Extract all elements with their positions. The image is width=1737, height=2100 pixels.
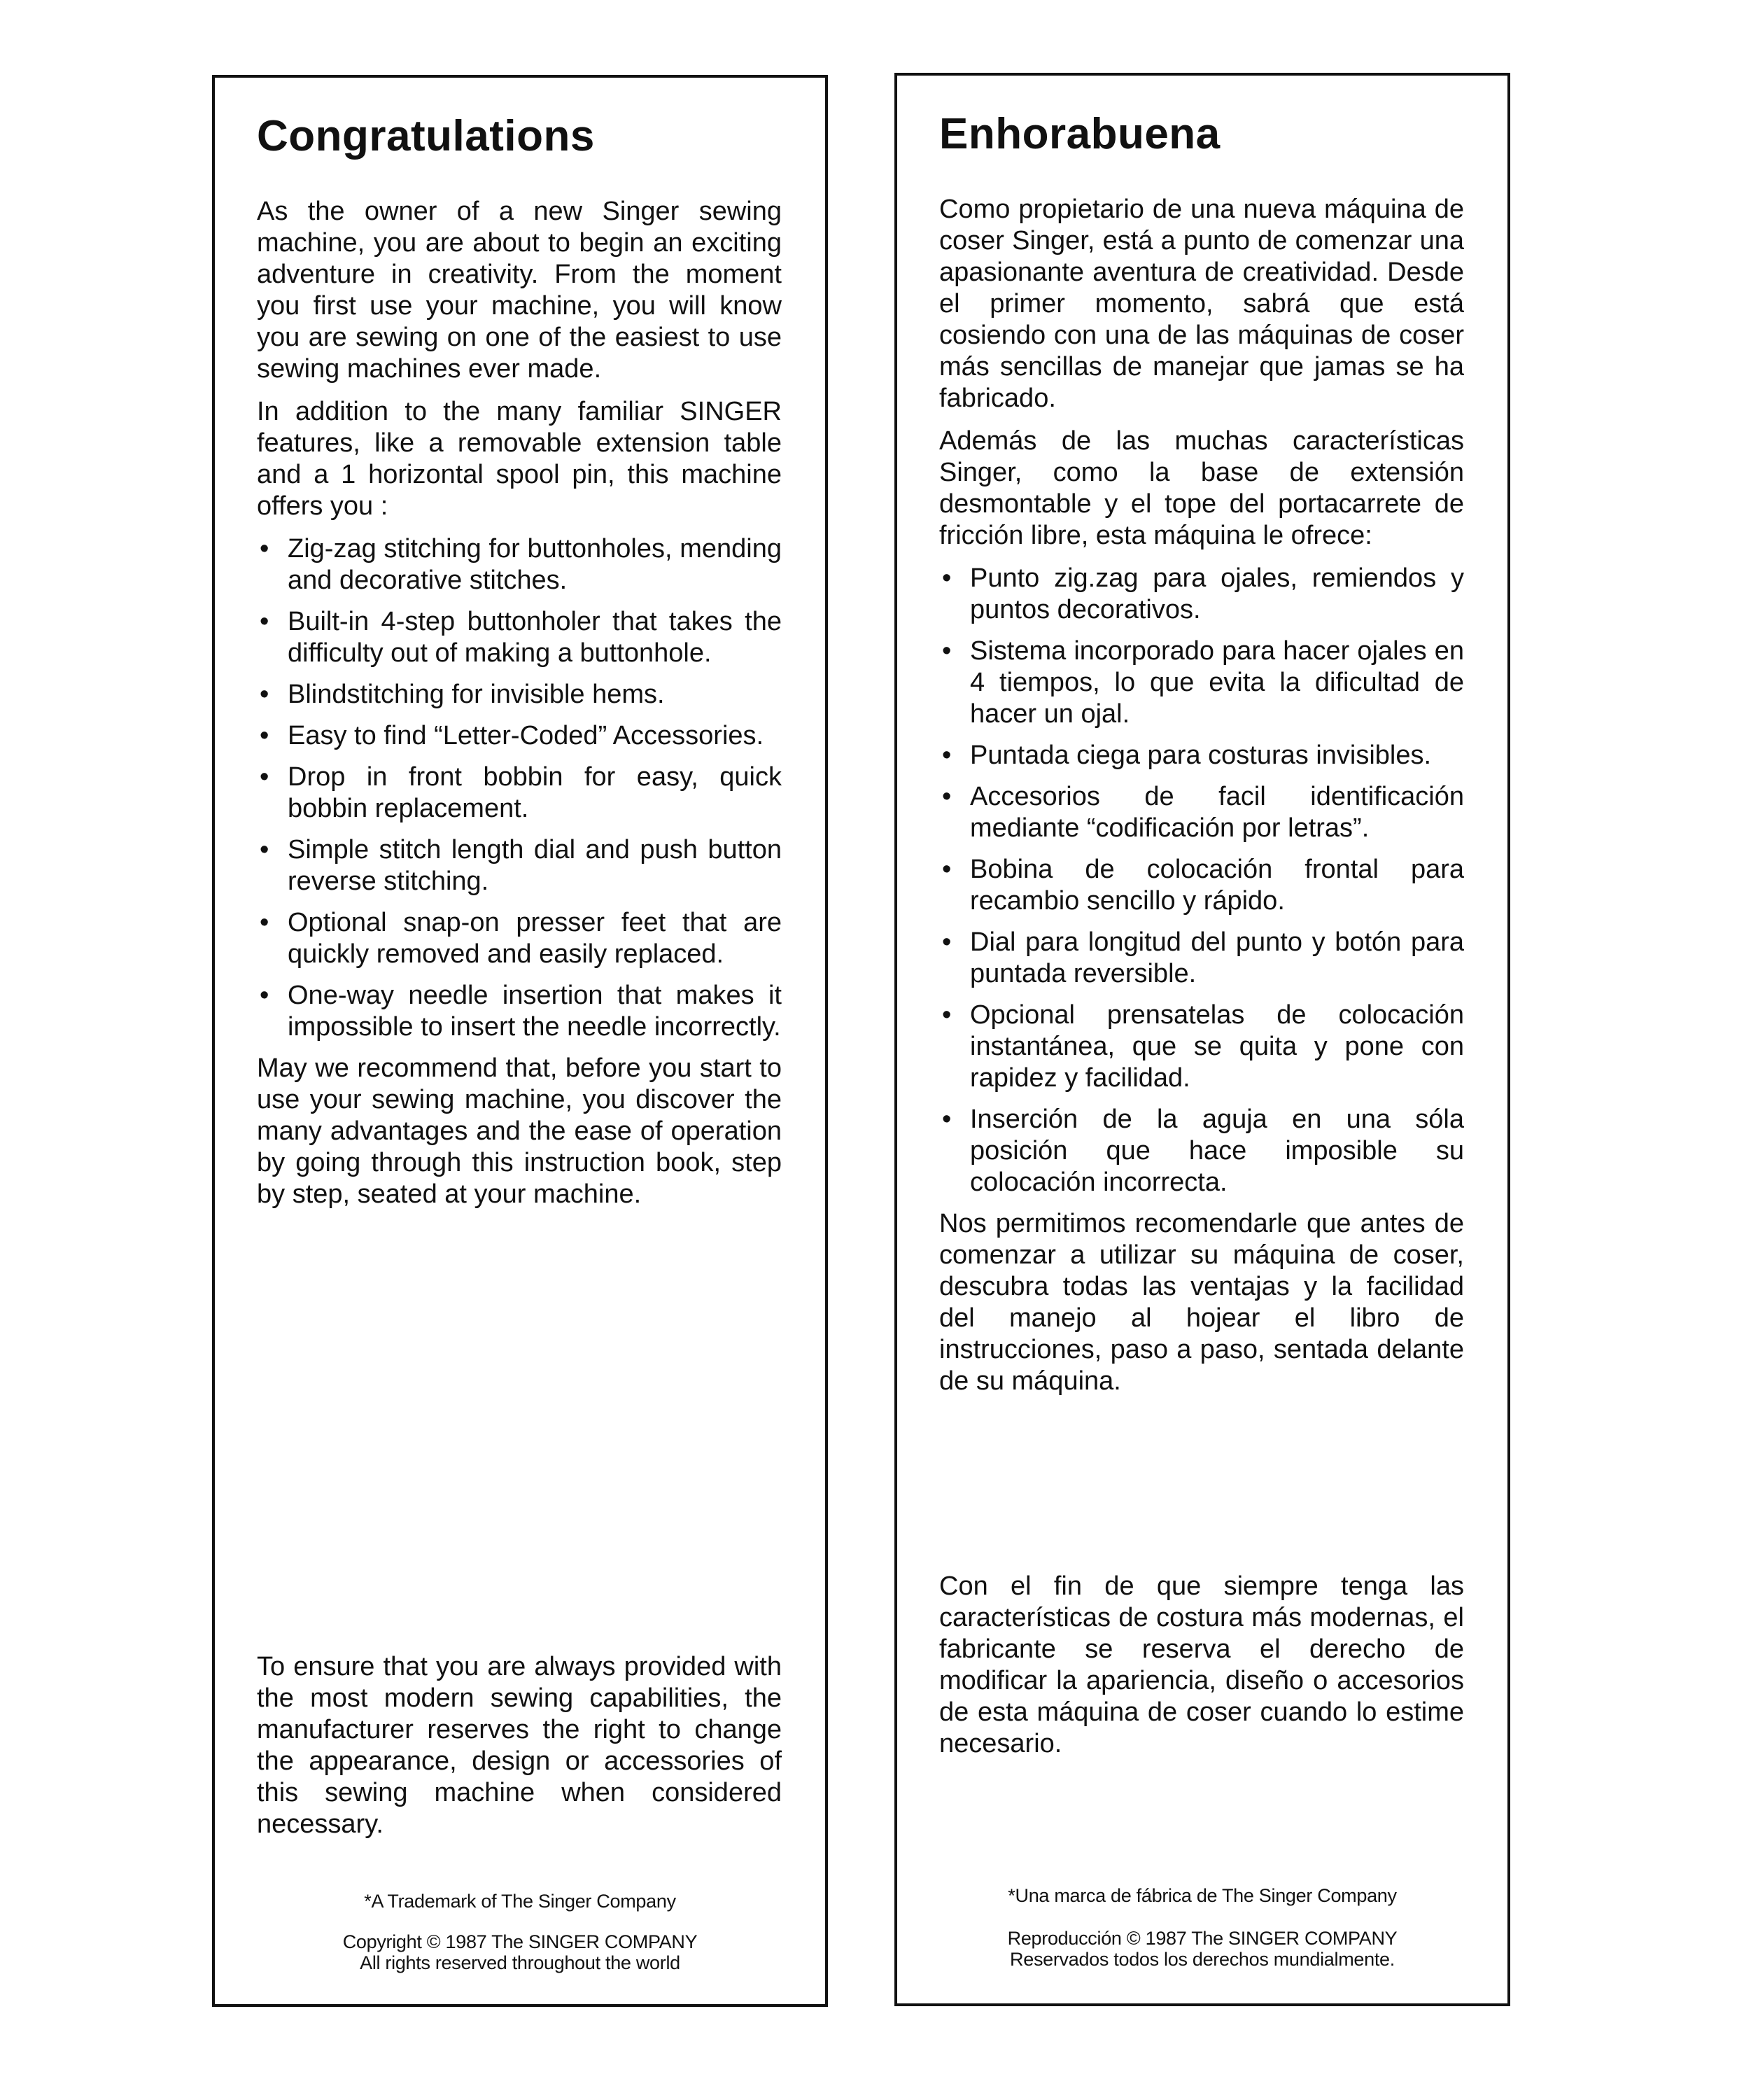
spanish-features-intro: Además de las muchas características Singer, como la base de extensión desmontable y el tope del portacarrete de fricción libre, esta máquina le ofrece: xyxy=(939,426,1464,550)
feature-text: Built-in 4-step buttonholer that takes the difficulty out of making a buttonhole. xyxy=(288,607,782,668)
spanish-panel xyxy=(894,73,1510,2006)
bullet-icon: • xyxy=(260,835,269,864)
english-content xyxy=(257,111,782,1222)
copyright-line-2: All rights reserved throughout the world xyxy=(360,1952,680,1973)
copyright-line-2: Reservados todos los derechos mundialmente. xyxy=(1010,1949,1395,1970)
feature-text: Zig-zag stitching for buttonholes, mending and decorative stitches. xyxy=(288,534,782,595)
bullet-icon: • xyxy=(942,741,952,770)
feature-text: Simple stitch length dial and push button reverse stitching. xyxy=(288,835,782,896)
list-item xyxy=(257,720,782,752)
bullet-icon: • xyxy=(942,855,952,884)
list-item xyxy=(939,636,1464,730)
feature-text: Puntada ciega para costuras invisibles. xyxy=(970,741,1432,770)
spanish-title: Enhorabuena xyxy=(939,110,1221,158)
english-title: Congratulations xyxy=(257,112,595,160)
feature-text: Bobina de colocación frontal para recambio sencillo y rápido. xyxy=(970,855,1464,916)
english-features-intro: In addition to the many familiar SINGER features, like a removable extension table and a 1 horizontal spool pin, this machine offers you : xyxy=(257,397,782,521)
bullet-icon: • xyxy=(942,782,952,811)
feature-text: Sistema incorporado para hacer ojales en 4 tiempos, lo que evita la dificultad de hacer un ojal. xyxy=(970,636,1464,729)
english-trademark: *A Trademark of The Singer Company xyxy=(364,1891,676,1912)
list-item xyxy=(939,1104,1464,1198)
bullet-icon: • xyxy=(260,534,269,564)
bullet-icon: • xyxy=(260,721,269,750)
list-item xyxy=(257,762,782,825)
list-item xyxy=(939,927,1464,990)
bullet-icon: • xyxy=(260,607,269,636)
feature-text: Easy to find “Letter-Coded” Accessories. xyxy=(288,721,764,750)
spanish-feature-list xyxy=(939,563,1464,1198)
feature-text: Inserción de la aguja en una sóla posición que hace imposible su colocación incorrecta. xyxy=(970,1105,1464,1197)
feature-text: Blindstitching for invisible hems. xyxy=(288,680,665,709)
english-panel xyxy=(212,75,828,2007)
spanish-trademark: *Una marca de fábrica de The Singer Company xyxy=(1008,1885,1397,1906)
list-item xyxy=(257,533,782,596)
bullet-icon: • xyxy=(260,762,269,792)
feature-text: Accesorios de facil identificación mediante “codificación por letras”. xyxy=(970,782,1464,843)
english-feature-list xyxy=(257,533,782,1043)
feature-text: Opcional prensatelas de colocación instantánea, que se quita y pone con rapidez y facilidad. xyxy=(970,1000,1464,1093)
feature-text: Optional snap-on presser feet that are quickly removed and easily replaced. xyxy=(288,908,782,969)
feature-text: Punto zig.zag para ojales, remiendos y puntos decorativos. xyxy=(970,564,1464,624)
bullet-icon: • xyxy=(942,564,952,593)
list-item xyxy=(257,907,782,970)
spanish-recommendation: Nos permitimos recomendarle que antes de comenzar a utilizar su máquina de coser, descubra todas las ventajas y la facilidad del manejo al hojear el libro de instrucciones, paso a paso, sentada delante de su máquina. xyxy=(939,1209,1464,1396)
list-item xyxy=(257,679,782,710)
feature-text: One-way needle insertion that makes it impossible to insert the needle incorrectly. xyxy=(288,981,782,1042)
copyright-line-1: Reproducción © 1987 The SINGER COMPANY xyxy=(1007,1928,1398,1949)
list-item xyxy=(939,563,1464,626)
list-item xyxy=(257,834,782,897)
english-copyright xyxy=(215,1931,825,1973)
bullet-icon: • xyxy=(942,1000,952,1030)
list-item xyxy=(939,1000,1464,1094)
feature-text: Drop in front bobbin for easy, quick bobbin replacement. xyxy=(288,762,782,823)
spanish-notice: Con el fin de que siempre tenga las características de costura más modernas, el fabricante se reserva el derecho de modificar la apariencia, diseño o accesorios de esta máquina de coser cuando lo estime necesario. xyxy=(939,1572,1464,1758)
bullet-icon: • xyxy=(260,981,269,1010)
english-intro: As the owner of a new Singer sewing machine, you are about to begin an exciting adventure in creativity. From the moment you first use your machine, you will know you are sewing on one of the easiest to use sewing machines ever made. xyxy=(257,197,782,384)
english-notice: To ensure that you are always provided with the most modern sewing capabilities, the manufacturer reserves the right to change the appearance, design or accessories of this sewing machine when considered necessary. xyxy=(257,1652,782,1839)
bullet-icon: • xyxy=(942,927,952,957)
bullet-icon: • xyxy=(942,636,952,666)
bullet-icon: • xyxy=(942,1105,952,1134)
feature-text: Dial para longitud del punto y botón para puntada reversible. xyxy=(970,927,1464,988)
copyright-line-1: Copyright © 1987 The SINGER COMPANY xyxy=(342,1931,698,1952)
list-item xyxy=(939,740,1464,771)
spanish-content xyxy=(939,109,1464,1408)
list-item xyxy=(257,606,782,669)
spanish-intro: Como propietario de una nueva máquina de coser Singer, está a punto de comenzar una apasionante aventura de creatividad. Desde el primer momento, sabrá que está cosiendo con una de las máquinas de coser más sencillas de manejar que jamas se ha fabricado. xyxy=(939,195,1464,413)
list-item xyxy=(257,980,782,1043)
bullet-icon: • xyxy=(260,680,269,709)
english-recommendation: May we recommend that, before you start to use your sewing machine, you discover the many advantages and the ease of operation by going through this instruction book, step by step, seated at your machine. xyxy=(257,1054,782,1209)
list-item xyxy=(939,854,1464,917)
bullet-icon: • xyxy=(260,908,269,937)
list-item xyxy=(939,781,1464,844)
spanish-copyright xyxy=(897,1928,1507,1970)
